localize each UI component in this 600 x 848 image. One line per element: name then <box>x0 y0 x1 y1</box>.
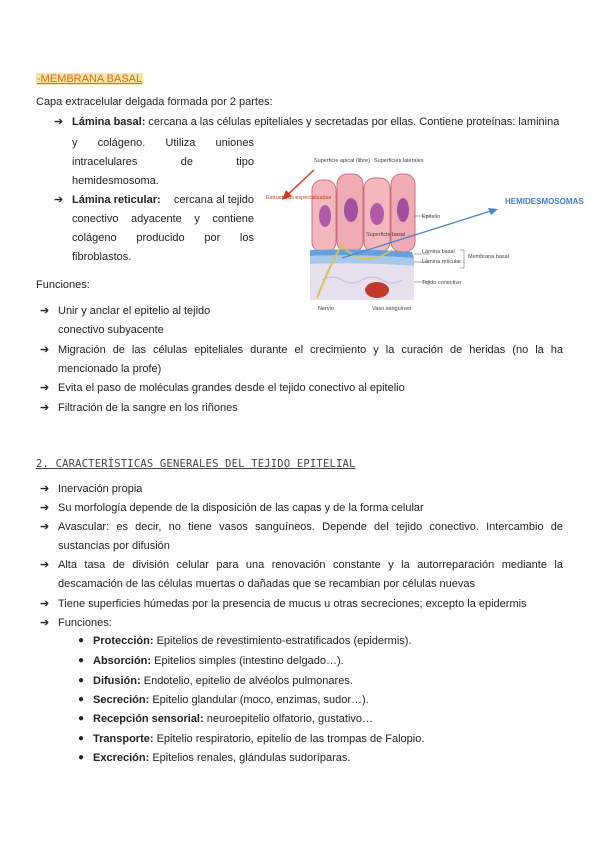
arrow-icon: ➔ <box>40 559 50 571</box>
function-item: Unir y anclar el epitelio al tejido <box>58 305 211 317</box>
bullet-icon: ● <box>78 694 85 705</box>
lamina-basal-line2: y colágeno. Utiliza uniones <box>72 137 254 149</box>
characteristic-item: Su morfología depende de la disposición de las capas y de la forma celular <box>58 502 424 514</box>
function-item-cont: mencionado la profe) <box>58 363 162 375</box>
function-bullet: Absorción: Epitelios simples (intestino delgado…). <box>93 655 344 667</box>
label-estructuras: Estructuras especializadas <box>266 195 332 201</box>
arrow-icon: ➔ <box>40 483 50 495</box>
label-vaso: Vaso sanguíneo <box>372 306 412 312</box>
arrow-icon: ➔ <box>40 521 50 533</box>
label-sup-laterales: Superficies laterales <box>374 158 424 164</box>
lamina-basal-line3: intracelulares de tipo <box>72 156 254 168</box>
function-item: Filtración de la sangre en los riñones <box>58 402 238 414</box>
function-item: Evita el paso de moléculas grandes desde el tejido conectivo al epitelio <box>58 382 405 394</box>
characteristic-item: Tiene superficies húmedas por la presencia de mucus u otras secreciones; excepto la epidermis <box>58 598 527 610</box>
arrow-icon: ➔ <box>40 344 50 356</box>
lamina-basal-line1: Lámina basal: cercana a las células epiteliales y secretadas por ellas. Contiene proteínas: laminina <box>72 116 560 128</box>
label-tejido-conectivo: Tejido conectivo <box>422 280 462 286</box>
bullet-icon: ● <box>78 655 85 666</box>
characteristic-item: Inervación propia <box>58 483 143 495</box>
label-sup-basal: Superficie basal <box>366 232 406 238</box>
lamina-reticular-line1: Lámina reticular: cercana al tejido <box>72 194 254 206</box>
characteristic-item-cont: descamación de las células muertas o dañadas que se recambian por células nuevas <box>58 578 476 590</box>
label-epitelio: Epitelio <box>422 214 441 220</box>
function-item: Migración de las células epiteliales durante el crecimiento y la curación de heridas (no la ha <box>58 344 563 356</box>
section-title: -MEMBRANA BASAL <box>37 73 143 85</box>
label-sup-apical: Superficie apical (libre) <box>314 158 370 164</box>
arrow-icon: ➔ <box>40 502 50 514</box>
label-nervio: Nervio <box>318 306 334 312</box>
arrow-icon: ➔ <box>54 194 64 206</box>
arrow-icon: ➔ <box>40 382 50 394</box>
characteristic-item: Funciones: <box>58 617 112 629</box>
bullet-icon: ● <box>78 635 85 646</box>
bullet-icon: ● <box>78 752 85 763</box>
label-lamina-basal: Lámina basal <box>422 249 455 255</box>
arrow-icon: ➔ <box>40 402 50 414</box>
bullet-icon: ● <box>78 675 85 686</box>
blue-arrowhead-icon <box>488 208 498 215</box>
lamina-reticular-line4: fibroblastos. <box>72 251 132 263</box>
function-bullet: Difusión: Endotelio, epitelio de alvéolos pulmonares. <box>93 675 353 687</box>
arrow-icon: ➔ <box>54 116 64 128</box>
arrow-icon: ➔ <box>40 598 50 610</box>
characteristic-item-cont: sustancias por difusión <box>58 540 170 552</box>
intro-text: Capa extracelular delgada formada por 2 partes: <box>36 96 273 108</box>
lamina-reticular-line3: colágeno producido por los <box>72 232 254 244</box>
lamina-reticular-line2: conectivo adyacente y contiene <box>72 213 254 225</box>
section2-title: 2. CARACTERÍSTICAS GENERALES DEL TEJIDO EPITELIAL <box>36 458 356 470</box>
function-bullet: Protección: Epitelios de revestimiento-estratificados (epidermis). <box>93 635 412 647</box>
characteristic-item: Alta tasa de división celular para una renovación constante y la autorreparación mediante la <box>58 559 563 571</box>
lamina-basal-line4: hemidesmosoma. <box>72 175 159 187</box>
bullet-icon: ● <box>78 713 85 724</box>
blood-vessel <box>365 282 389 298</box>
bullet-icon: ● <box>78 733 85 744</box>
arrow-icon: ➔ <box>40 305 50 317</box>
arrow-icon: ➔ <box>40 617 50 629</box>
function-bullet: Transporte: Epitelio respiratorio, epitelio de las trompas de Falopio. <box>93 733 425 745</box>
label-lamina-reticular: Lámina reticular <box>422 259 462 265</box>
characteristic-item: Avascular: es decir, no tiene vasos sanguíneos. Depende del tejido conectivo. Intercambio de <box>58 521 563 533</box>
label-membrana-basal: Membrana basal <box>468 254 509 260</box>
basement-membrane-diagram <box>262 150 600 320</box>
functions-label: Funciones: <box>36 279 90 291</box>
function-bullet: Excreción: Epitelios renales, glándulas sudoríparas. <box>93 752 351 764</box>
label-hemidesmosomas: HEMIDESMOSOMAS <box>505 197 584 206</box>
function-item-cont: conectivo subyacente <box>58 324 164 336</box>
function-bullet: Recepción sensorial: neuroepitelio olfatorio, gustativo… <box>93 713 374 725</box>
function-bullet: Secreción: Epitelio glandular (moco, enzimas, sudor…). <box>93 694 369 706</box>
